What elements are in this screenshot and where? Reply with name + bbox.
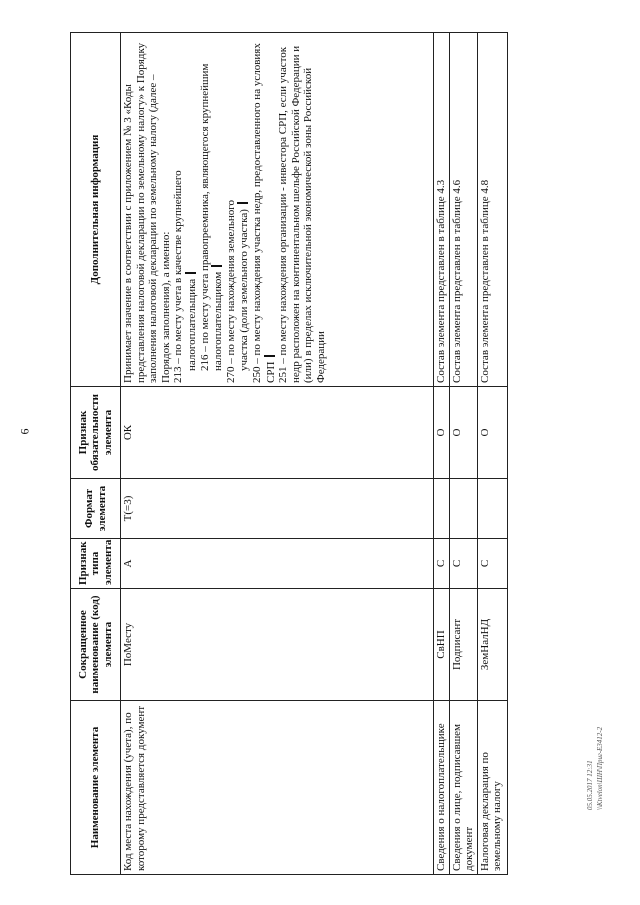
- info-line: участка (доли земельного участка): [237, 36, 251, 383]
- cell-format: [434, 479, 450, 539]
- info-line: 251 – по месту нахождения организации - инвестора СРП, если участок недр расположен на континентальном шельфе Российской Федерации и (или) в пределах исключительной экономической зоны Российской Федерации: [277, 45, 327, 383]
- page-number: 6: [17, 428, 32, 435]
- rotated-table-wrapper: [70, 33, 540, 875]
- cell-code: ЗемНалНД: [477, 589, 507, 701]
- cell-info: [121, 33, 434, 387]
- cell-info: Состав элемента представлен в таблице 4.8: [477, 33, 507, 387]
- cell-format: [449, 479, 477, 539]
- cell-code: ПоМесту: [121, 589, 434, 701]
- cell-info: Состав элемента представлен в таблице 4.6: [449, 33, 477, 387]
- info-line: Принимает значение в соответствии с приложением № 3 «Коды представления налоговой декларации по земельному налогу» к Порядку заполнения налоговой декларации по земельному налогу (далее – Порядок заполнения), а именно:: [122, 42, 172, 383]
- cell-format: [477, 479, 507, 539]
- table-row: [477, 33, 507, 875]
- cell-code: Подписант: [449, 589, 477, 701]
- document-footer: [585, 610, 605, 810]
- elements-table: [70, 32, 508, 875]
- table-row: [434, 33, 450, 875]
- cell-name: Налоговая декларация по земельному налогу: [477, 701, 507, 875]
- header-element-name: Наименование элемента: [71, 701, 121, 875]
- cell-format: T(=3): [121, 479, 434, 539]
- cell-type: С: [449, 539, 477, 589]
- info-line: 270 – по месту нахождения земельного: [224, 200, 237, 383]
- cell-required: О: [477, 387, 507, 479]
- cell-type: А: [121, 539, 434, 589]
- info-line: 250 – по месту нахождения участка недр, предоставленного на условиях СРП: [250, 43, 277, 383]
- cell-name: Код места нахождения (учета), по которому представляется документ: [121, 701, 434, 875]
- cell-code: СвНП: [434, 589, 450, 701]
- footer-timestamp: 05.05.2017 12:31: [586, 760, 594, 810]
- table-header-row: [71, 33, 121, 875]
- info-line: 213 – по месту учета в качестве крупнейшего: [172, 170, 185, 383]
- cell-required: ОК: [121, 387, 434, 479]
- cell-type: С: [477, 539, 507, 589]
- table-row: [121, 33, 434, 875]
- cell-name: Сведения о налогоплательщике: [434, 701, 450, 875]
- info-line: налогоплательщиком: [211, 36, 225, 383]
- cell-required: О: [434, 387, 450, 479]
- header-element-type: Признак типа элемента: [71, 539, 121, 589]
- info-line: 216 – по месту учета правопреемника, являющегося крупнейшим: [198, 63, 211, 371]
- cell-info: Состав элемента представлен в таблице 4.3: [434, 33, 450, 387]
- info-line: налогоплательщика: [185, 36, 199, 383]
- header-element-format: Формат элемента: [71, 479, 121, 539]
- header-element-code: Сокращенное наименование (код) элемента: [71, 589, 121, 701]
- cell-type: С: [434, 539, 450, 589]
- header-element-required: Признак обязательности элемента: [71, 387, 121, 479]
- footer-file-path: \\Ktvelon\ШН\Приг-Е3412-2: [596, 726, 604, 810]
- table-row: [449, 33, 477, 875]
- cell-name: Сведения о лице, подписавшем документ: [449, 701, 477, 875]
- cell-required: О: [449, 387, 477, 479]
- header-additional-info: Дополнительная информация: [71, 33, 121, 387]
